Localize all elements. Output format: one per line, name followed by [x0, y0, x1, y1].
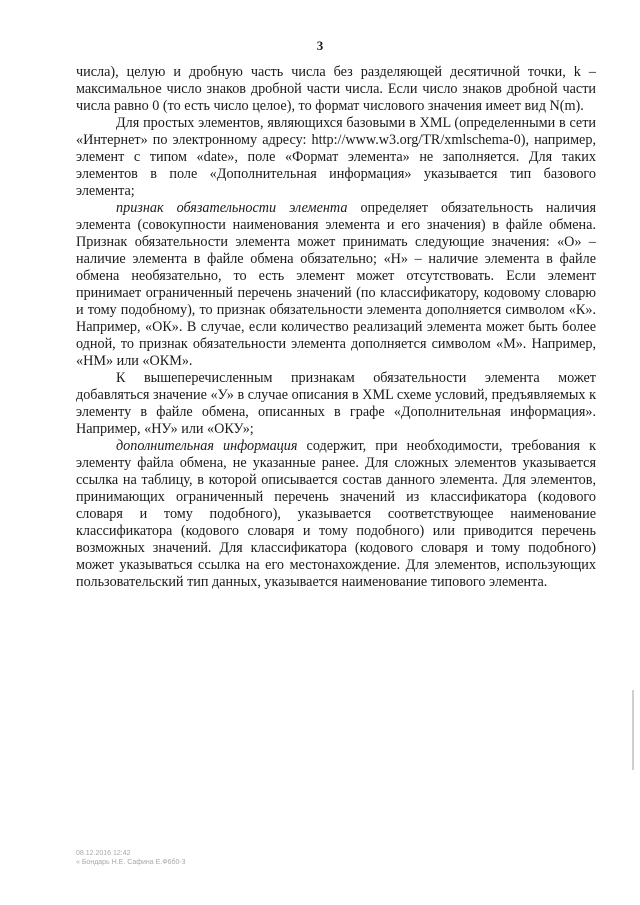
- page-number: 3: [316, 38, 324, 53]
- paragraph-text: числа), целую и дробную часть числа без разделяющей десятичной точки, k – максимальное число знаков дробной части числа. Если число знаков дробной части числа равно 0 (то есть число целое), то формат числового значения имеет вид N(m).: [76, 64, 596, 114]
- paragraph-text: К вышеперечисленным признакам обязательности элемента может добавляться значение «У» в случае описания в XML схеме условий, предъявляемых к элементу в файле обмена, описанных в графе «Дополнительная информация». Например, «НУ» или «ОКУ»;: [76, 370, 596, 437]
- margin-mark: [632, 690, 634, 770]
- paragraph-5: [76, 438, 596, 591]
- paragraph-text: определяет обязательность наличия элемента (совокупности наименования элемента и его значения) в файле обмена. Признак обязательности элемента может принимать следующие значения: «О» – наличие элемента в файле обмена обязательно; «Н» – наличие элемента в файле обмена необязательно, то есть элемент может отсутствовать. Если элемент принимает ограниченный перечень значений (по классификатору, кодовому словарю и тому подобному), то признак обязательности элемента дополняется символом «К». Например, «ОК». В случае, если количество реализаций элемента может быть более одной, то признак обязательности элемента дополняется символом «М». Например, «НМ» или «ОКМ».: [76, 200, 596, 369]
- paragraph-1: [76, 64, 596, 115]
- stamp-author: « Бондарь Н.Е. Сафина Е.Ф6б0-3: [76, 859, 186, 866]
- document-body: [76, 64, 596, 591]
- term-italic: дополнительная информация: [116, 438, 298, 454]
- paragraph-4: [76, 370, 596, 438]
- paragraph-text: содержит, при необходимости, требования к элементу файла обмена, не указанные ранее. Для сложных элементов указывается ссылка на таблицу, в которой описывается состав данного элемента. Для элементов, принимающих ограниченный перечень значений из классификатора (кодового словаря и тому подобного), указывается соответствующее наименование классификатора (кодового словаря и тому подобного) или приводится перечень возможных значений. Для классификатора (кодового словаря и тому подобного) может указываться ссылка на его местонахождение. Для элементов, использующих пользовательский тип данных, указывается наименование типового элемента.: [76, 438, 596, 590]
- paragraph-3: [76, 200, 596, 370]
- term-italic: признак обязательности элемента: [116, 200, 348, 216]
- paragraph-2: [76, 115, 596, 200]
- registration-stamp: [76, 849, 186, 867]
- stamp-date: 08.12.2016 12:42: [76, 850, 131, 857]
- paragraph-text: Для простых элементов, являющихся базовыми в XML (определенными в сети «Интернет» по электронному адресу: http://www.w3.org/TR/xmlschema-0), например, элемент с типом «date», поле «Формат элемента» не заполняется. Для таких элементов в поле «Дополнительная информация» указывается тип базового элемента;: [76, 115, 596, 199]
